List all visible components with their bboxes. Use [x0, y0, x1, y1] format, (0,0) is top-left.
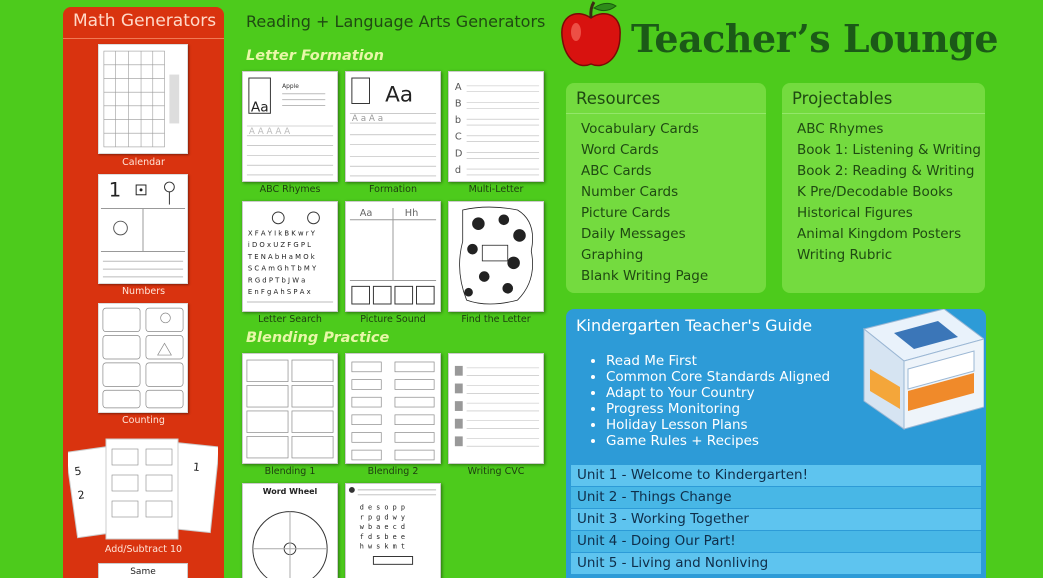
svg-text:1: 1 — [108, 178, 122, 202]
word-wheel-icon — [243, 496, 337, 578]
unit-1-link[interactable]: Unit 1 - Welcome to Kindergarten! — [571, 465, 981, 486]
guide-link[interactable]: • Adapt to Your Country — [606, 385, 986, 401]
picture-sound-thumbnail[interactable] — [345, 201, 441, 312]
projectable-link[interactable]: Historical Figures — [797, 205, 913, 221]
same-thumbnail[interactable] — [98, 563, 188, 578]
blending-1-label[interactable]: Blending 1 — [264, 466, 316, 477]
svg-text:f d s b e e: f d s b e e — [359, 532, 406, 541]
math-generators-panel — [63, 7, 224, 578]
formation-label[interactable]: Formation — [369, 184, 417, 195]
svg-text:Aa: Aa — [385, 82, 414, 108]
multi-letter-thumbnail[interactable] — [448, 71, 544, 182]
calendar-label[interactable]: Calendar — [122, 157, 165, 168]
projectable-link[interactable]: Book 2: Reading & Writing — [797, 163, 975, 179]
teachers-guide-box-icon — [834, 309, 984, 444]
svg-text:B: B — [454, 98, 462, 110]
resource-link[interactable]: Daily Messages — [581, 226, 686, 242]
svg-text:h w s k m t: h w s k m t — [359, 542, 406, 551]
picture-sound-worksheet-icon — [346, 202, 440, 311]
word-search-worksheet-icon — [346, 484, 440, 578]
writing-cvc-label[interactable]: Writing CVC — [467, 466, 525, 477]
resource-link[interactable]: Graphing — [581, 247, 644, 263]
calendar-worksheet-icon — [99, 45, 187, 153]
counting-label[interactable]: Counting — [122, 415, 165, 426]
svg-text:Apple: Apple — [282, 83, 299, 90]
svg-text:A a A a: A a A a — [351, 114, 384, 125]
svg-text:Aa: Aa — [250, 99, 269, 116]
projectable-link[interactable]: Animal Kingdom Posters — [797, 226, 962, 242]
numbers-thumbnail[interactable] — [98, 174, 188, 284]
svg-text:A: A — [454, 81, 462, 93]
teachers-guide-panel — [566, 309, 986, 578]
resource-link[interactable]: Number Cards — [581, 184, 679, 200]
apple-logo-icon — [558, 0, 624, 70]
resource-link[interactable]: ABC Cards — [581, 163, 652, 179]
writing-cvc-thumbnail[interactable] — [448, 353, 544, 464]
resources-panel — [566, 83, 766, 293]
svg-text:S C A m G h T b M Y: S C A m G h T b M Y — [247, 264, 317, 273]
svg-text:d e s o p p: d e s o p p — [359, 503, 406, 512]
blending-practice-title: Blending Practice — [246, 330, 390, 346]
counting-worksheet-icon — [99, 304, 187, 412]
svg-text:Aa: Aa — [359, 207, 373, 219]
svg-text:A A A A A: A A A A A — [248, 126, 291, 137]
projectables-title: Projectables — [782, 83, 985, 114]
formation-thumbnail[interactable] — [345, 71, 441, 182]
blending-2-worksheet-icon — [346, 354, 440, 463]
letter-search-thumbnail[interactable] — [242, 201, 338, 312]
picture-sound-label[interactable]: Picture Sound — [360, 314, 426, 325]
abc-rhymes-thumbnail[interactable] — [242, 71, 338, 182]
svg-text:2: 2 — [76, 488, 86, 503]
unit-2-link[interactable]: Unit 2 - Things Change — [571, 487, 981, 508]
unit-3-link[interactable]: Unit 3 - Working Together — [571, 509, 981, 530]
numbers-worksheet-icon — [99, 175, 187, 283]
svg-text:b: b — [454, 115, 462, 127]
guide-link[interactable]: • Holiday Lesson Plans — [606, 417, 986, 433]
letter-search-label[interactable]: Letter Search — [258, 314, 322, 325]
counting-thumbnail[interactable] — [98, 303, 188, 413]
word-wheel-thumbnail[interactable] — [242, 483, 338, 578]
calendar-thumbnail[interactable] — [98, 44, 188, 154]
svg-text:i D O x U Z F G P L: i D O x U Z F G P L — [247, 241, 311, 250]
svg-text:C: C — [454, 131, 462, 143]
svg-text:E n F g A h S P A x: E n F g A h S P A x — [247, 288, 311, 297]
svg-text:T E N A b H a M O k: T E N A b H a M O k — [247, 252, 315, 261]
letter-formation-title: Letter Formation — [246, 48, 384, 64]
guide-link[interactable]: • Read Me First — [606, 353, 986, 369]
svg-text:d: d — [454, 165, 462, 177]
numbers-label[interactable]: Numbers — [121, 286, 166, 297]
svg-text:w b a e c d: w b a e c d — [359, 523, 406, 532]
svg-text:R G d P T b J W a: R G d P T b J W a — [247, 276, 306, 285]
find-the-letter-thumbnail[interactable] — [448, 201, 544, 312]
svg-text:X F A Y I k B K w r Y: X F A Y I k B K w r Y — [247, 229, 315, 238]
abc-rhymes-worksheet-icon — [243, 72, 337, 181]
svg-text:5: 5 — [73, 464, 83, 479]
math-generators-title: Math Generators — [63, 7, 224, 39]
resource-link[interactable]: Vocabulary Cards — [581, 121, 699, 137]
find-the-letter-worksheet-icon — [449, 202, 543, 311]
unit-4-link[interactable]: Unit 4 - Doing Our Part! — [571, 531, 981, 552]
resource-link[interactable]: Word Cards — [581, 142, 659, 158]
guide-link[interactable]: • Progress Monitoring — [606, 401, 986, 417]
resource-link[interactable]: Blank Writing Page — [581, 268, 709, 284]
abc-rhymes-label[interactable]: ABC Rhymes — [259, 184, 321, 195]
writing-cvc-worksheet-icon — [449, 354, 543, 463]
teachers-guide-title[interactable]: Kindergarten Teacher's Guide — [576, 316, 813, 335]
svg-text:Hh: Hh — [404, 207, 419, 219]
add-subtract-worksheet-icon — [68, 435, 218, 543]
guide-link[interactable]: • Common Core Standards Aligned — [606, 369, 986, 385]
reading-generators-title: Reading + Language Arts Generators — [246, 12, 546, 31]
blending-1-thumbnail[interactable] — [242, 353, 338, 464]
word-wheel-title: Word Wheel — [262, 487, 318, 496]
resources-title: Resources — [566, 83, 766, 114]
projectables-panel — [782, 83, 985, 293]
projectable-link[interactable]: Writing Rubric — [797, 247, 893, 263]
teachers-lounge-logo[interactable]: Teacher’s Lounge — [631, 16, 998, 61]
svg-text:r p g d w y: r p g d w y — [359, 513, 406, 522]
projectable-link[interactable]: Book 1: Listening & Writing — [797, 142, 981, 158]
projectable-link[interactable]: K Pre/Decodable Books — [797, 184, 953, 200]
add-subtract-label[interactable]: Add/Subtract 10 — [104, 544, 183, 555]
formation-worksheet-icon — [346, 72, 440, 181]
blending-1-worksheet-icon — [243, 354, 337, 463]
blending-2-thumbnail[interactable] — [345, 353, 441, 464]
resource-link[interactable]: Picture Cards — [581, 205, 671, 221]
word-search-thumbnail[interactable] — [345, 483, 441, 578]
same-title: Same — [130, 567, 156, 577]
multi-letter-worksheet-icon — [449, 72, 543, 181]
guide-link[interactable]: • Game Rules + Recipes — [606, 433, 986, 449]
blending-2-label[interactable]: Blending 2 — [367, 466, 419, 477]
svg-text:1: 1 — [192, 460, 201, 475]
letter-search-worksheet-icon — [243, 202, 337, 311]
find-the-letter-label[interactable]: Find the Letter — [461, 314, 531, 325]
unit-5-link[interactable]: Unit 5 - Living and Nonliving — [571, 553, 981, 574]
svg-text:D: D — [454, 148, 463, 160]
multi-letter-label[interactable]: Multi-Letter — [468, 184, 524, 195]
projectable-link[interactable]: ABC Rhymes — [797, 121, 884, 137]
add-subtract-thumbnail[interactable] — [68, 435, 218, 543]
